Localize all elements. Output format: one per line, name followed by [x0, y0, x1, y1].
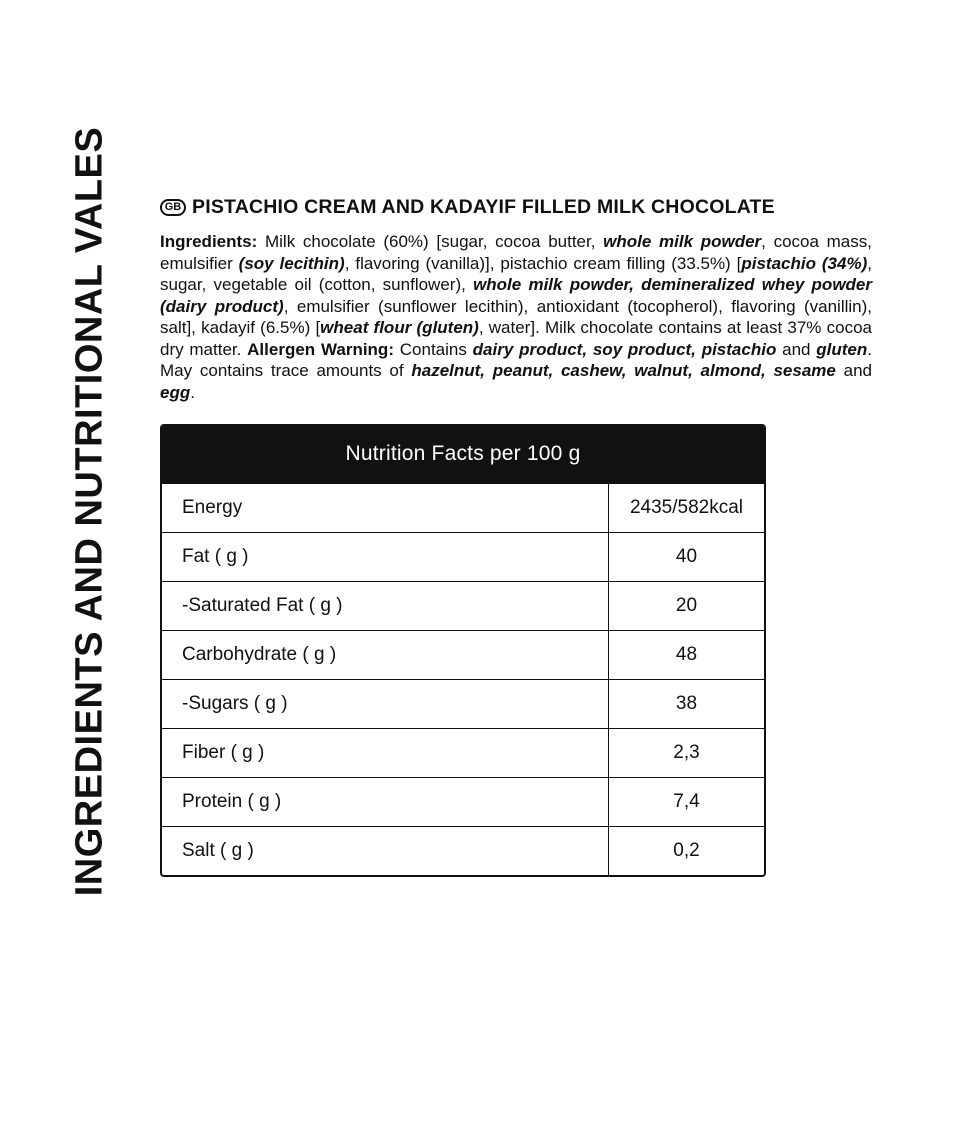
- nutrient-value: 2,3: [608, 729, 764, 777]
- nutrient-label: Carbohydrate ( g ): [182, 643, 337, 665]
- nutrient-label: Energy: [182, 496, 243, 518]
- label-content: [160, 196, 872, 877]
- nutrient-label: -Sugars ( g ): [182, 692, 288, 714]
- table-row: [162, 777, 764, 826]
- nutrient-label: Protein ( g ): [182, 790, 282, 812]
- table-row: [162, 532, 764, 581]
- table-row: [162, 581, 764, 630]
- nutrient-value: 7,4: [608, 778, 764, 826]
- nutrient-value: 48: [608, 631, 764, 679]
- ingredients-label: Ingredients:: [160, 232, 258, 251]
- side-title-container: [0, 0, 160, 1127]
- nutrient-value: 0,2: [608, 827, 764, 875]
- nutrition-facts-title: Nutrition Facts per 100 g: [162, 426, 764, 483]
- nutrition-facts-table: [160, 424, 766, 877]
- table-row: [162, 679, 764, 728]
- nutrient-label: Fiber ( g ): [182, 741, 265, 763]
- nutrient-value: 2435/582kcal: [608, 484, 764, 532]
- side-title: INGREDIENTS AND NUTRITIONAL VALES: [68, 126, 111, 897]
- allergen-warning-label: Allergen Warning:: [247, 339, 394, 359]
- product-title: PISTACHIO CREAM AND KADAYIF FILLED MILK CHOCOLATE: [192, 196, 775, 218]
- nutrient-value: 38: [608, 680, 764, 728]
- table-row: [162, 826, 764, 875]
- country-code-badge-icon: GB: [160, 199, 186, 216]
- table-row: [162, 728, 764, 777]
- nutrient-value: 20: [608, 582, 764, 630]
- nutrient-label: Salt ( g ): [182, 839, 254, 861]
- table-row: [162, 630, 764, 679]
- nutrient-value: 40: [608, 533, 764, 581]
- product-title-row: [160, 196, 872, 219]
- table-row: [162, 483, 764, 532]
- nutrient-label: -Saturated Fat ( g ): [182, 594, 343, 616]
- nutrient-label: Fat ( g ): [182, 545, 249, 567]
- ingredients-paragraph: Ingredients: Milk chocolate (60%) [sugar, cocoa butter, whole milk powder, cocoa mass, emulsifier (soy lecithin), flavoring (vanilla)], pistachio cream filling (33.5%) [pistachio (34%), sugar, vegetable oil (cotton, sunflower), whole milk powder, demineralized whey powder (dairy product), emulsifier (sunflower lecithin), antioxidant (tocopherol), flavoring (vanillin), salt], kadayif (6.5%) [wheat flour (gluten), water]. Milk chocolate contains at least 37% cocoa dry matter. Allergen Warning: Contains dairy product, soy product, pistachio and gluten. May contains trace amounts of hazelnut, peanut, cashew, walnut, almond, sesame and egg.: [160, 232, 872, 403]
